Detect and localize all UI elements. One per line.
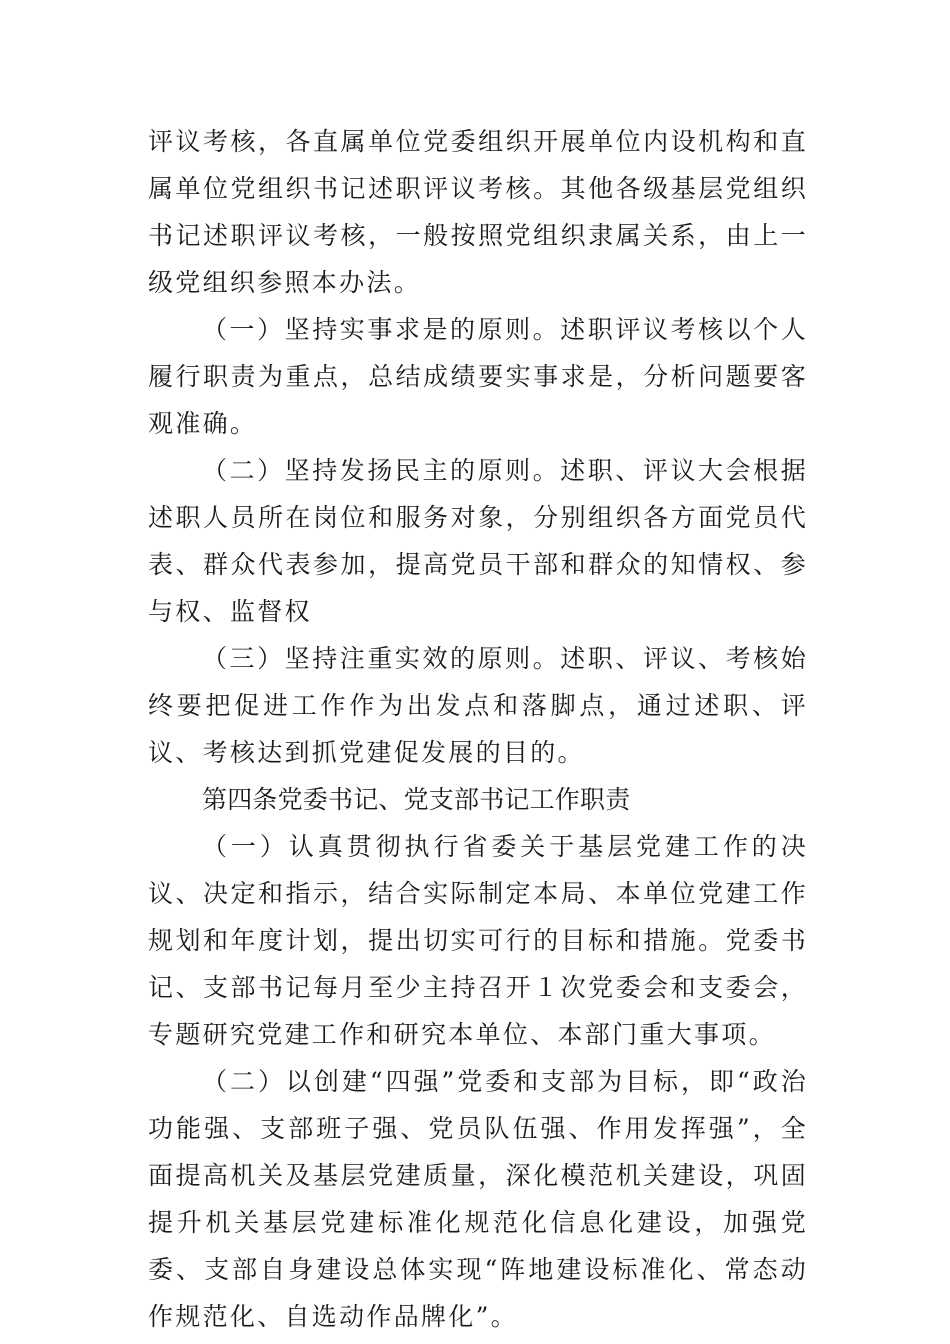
article-heading: 第四条党委书记、党支部书记工作职责 bbox=[202, 785, 631, 814]
paragraph-principle-2: （二）坚持发扬民主的原则。述职、评议大会根据述职人员所在岗位和服务对象，分别组织各方面党员代表、群众代表参加，提高党员干部和群众的知情权、参与权、监督权 bbox=[148, 456, 808, 626]
paragraph-principle-3: （三）坚持注重实效的原则。述职、评议、考核始终要把促进工作作为出发点和落脚点，通过述职、评议、考核达到抓党建促发展的目的。 bbox=[148, 644, 808, 767]
paragraph-duty-2: （二）以创建“四强”党委和支部为目标，即“政治功能强、支部班子强、党员队伍强、作用发挥强”，全面提高机关及基层党建质量，深化模范机关建设，巩固提升机关基层党建标准化规范化信息化建设，加强党委、支部自身建设总体实现“阵地建设标准化、常态动作规范化、自选动作品牌化”。 bbox=[148, 1067, 808, 1331]
paragraph-principle-1: （一）坚持实事求是的原则。述职评议考核以个人履行职责为重点，总结成绩要实事求是，分析问题要客观准确。 bbox=[148, 315, 808, 438]
paragraph-duty-1: （一）认真贯彻执行省委关于基层党建工作的决议、决定和指示，结合实际制定本局、本单位党建工作规划和年度计划，提出切实可行的目标和措施。党委书记、支部书记每月至少主持召开１次党委会和支委会，专题研究党建工作和研究本单位、本部门重大事项。 bbox=[148, 832, 808, 1049]
document-body bbox=[148, 118, 808, 1340]
paragraph-continuation: 评议考核，各直属单位党委组织开展单位内设机构和直属单位党组织书记述职评议考核。其他各级基层党组织书记述职评议考核，一般按照党组织隶属关系，由上一级党组织参照本办法。 bbox=[148, 127, 808, 297]
